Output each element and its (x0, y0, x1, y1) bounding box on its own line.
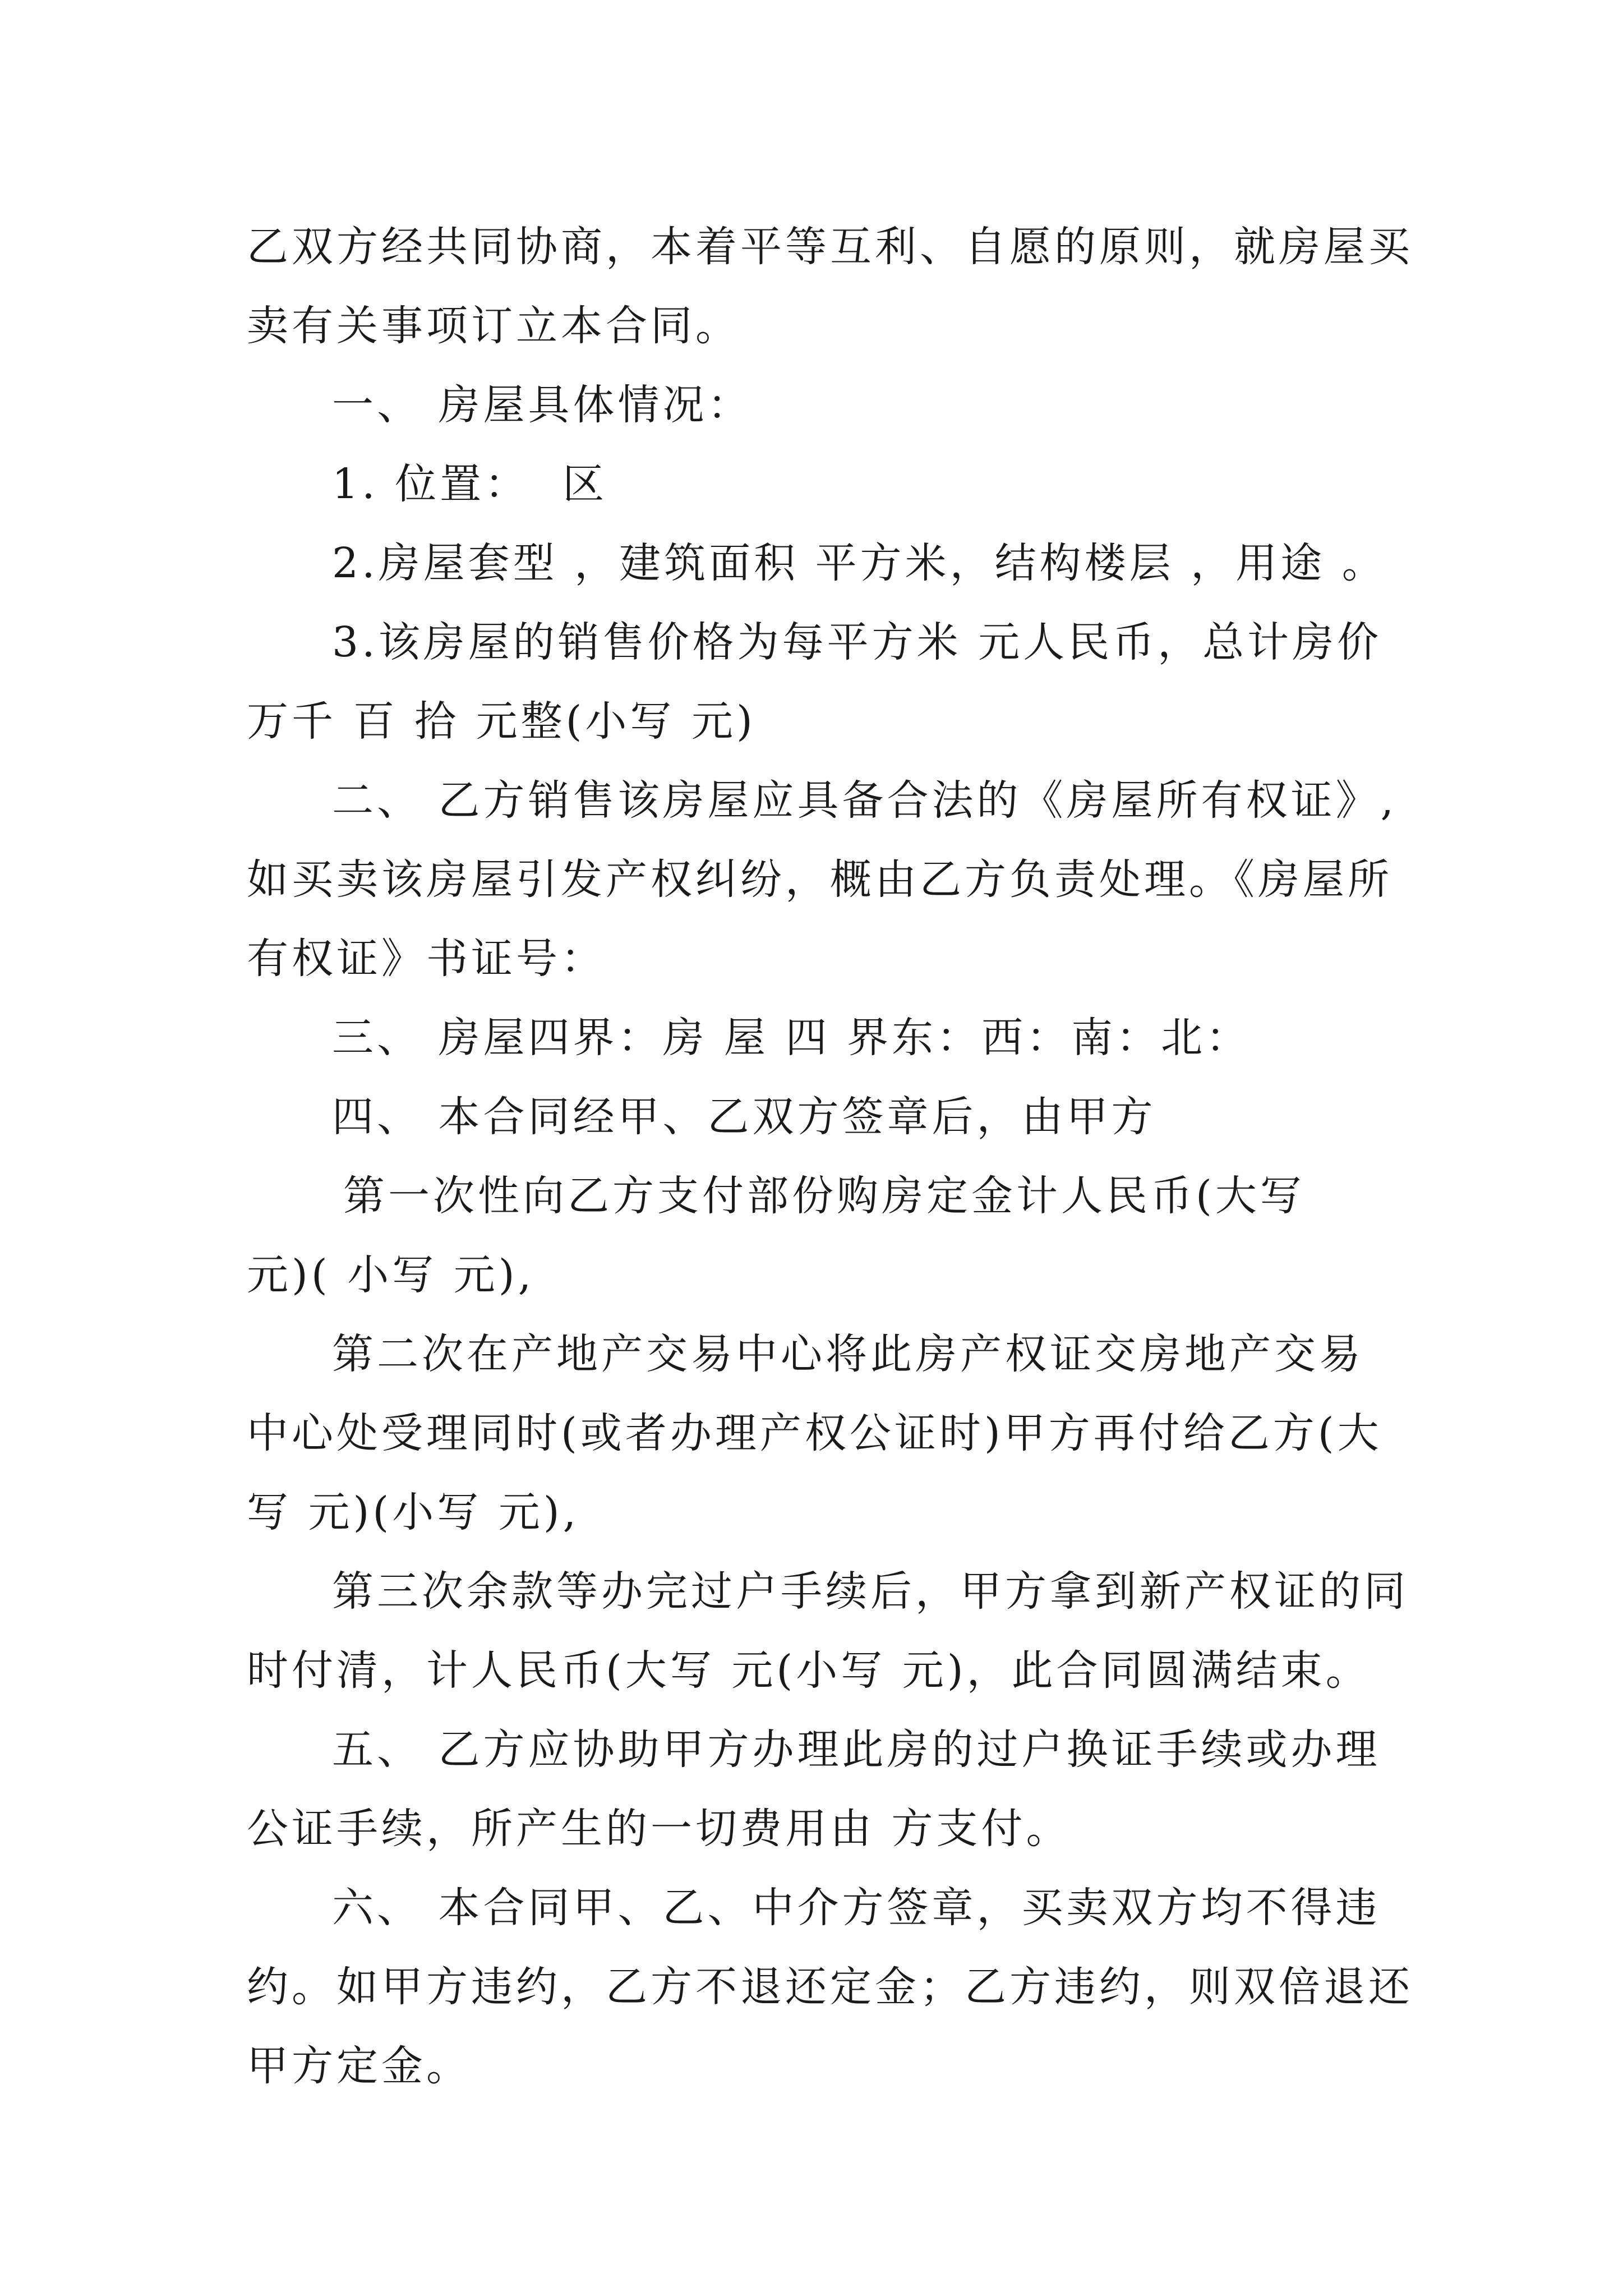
contract-line: 2.房屋套型 ，建筑面积 平方米，结构楼层 ，用途 。 (332, 539, 1387, 587)
section-heading-4: 四、 本合同经甲、乙双方签章后，由甲方 (332, 1093, 1156, 1141)
contract-line: 有权证》书证号： (247, 935, 606, 983)
contract-line: 中心处受理同时(或者办理产权公证时)甲方再付给乙方(大 (247, 1409, 1382, 1457)
contract-line: 乙双方经共同协商，本着平等互利、自愿的原则，就房屋买 (247, 223, 1413, 271)
contract-line: 约。如甲方违约，乙方不退还定金；乙方违约，则双倍退还 (247, 1963, 1413, 2011)
section-heading-6: 六、 本合同甲、乙、中介方签章，买卖双方均不得违 (332, 1884, 1381, 1932)
section-heading-3: 三、 房屋四界：房 屋 四 界东：西：南：北： (332, 1014, 1251, 1062)
contract-line: 写 元)(小写 元), (247, 1488, 580, 1536)
contract-line: 如买卖该房屋引发产权纠纷，概由乙方负责处理。《房屋所 (247, 855, 1393, 904)
contract-line: 元)( 小写 元), (247, 1251, 535, 1299)
contract-body (247, 208, 1413, 2106)
contract-line: 1. 位置： 区 (332, 460, 608, 508)
contract-line: 公证手续，所产生的一切费用由 方支付。 (247, 1805, 1071, 1853)
contract-line: 第三次余款等办完过户手续后，甲方拿到新产权证的同 (332, 1567, 1409, 1616)
contract-line: 3.该房屋的销售价格为每平方米 元人民币，总计房价 (332, 618, 1382, 666)
contract-line: 时付清，计人民币(大写 元(小写 元)，此合同圆满结束。 (247, 1646, 1371, 1695)
contract-line: 第二次在产地产交易中心将此房产权证交房地产交易 (332, 1330, 1364, 1378)
contract-line: 甲方定金。 (247, 2042, 471, 2090)
section-heading-2: 二、 乙方销售该房屋应具备合法的《房屋所有权证》, (332, 776, 1398, 825)
section-heading-1: 一、 房屋具体情况： (332, 381, 753, 429)
contract-line: 万千 百 拾 元整(小写 元) (247, 697, 756, 746)
contract-line: 第一次性向乙方支付部份购房定金计人民币(大写 (343, 1172, 1305, 1220)
section-heading-5: 五、 乙方应协助甲方办理此房的过户换证手续或办理 (332, 1726, 1381, 1774)
contract-line: 卖有关事项订立本合同。 (247, 302, 740, 350)
